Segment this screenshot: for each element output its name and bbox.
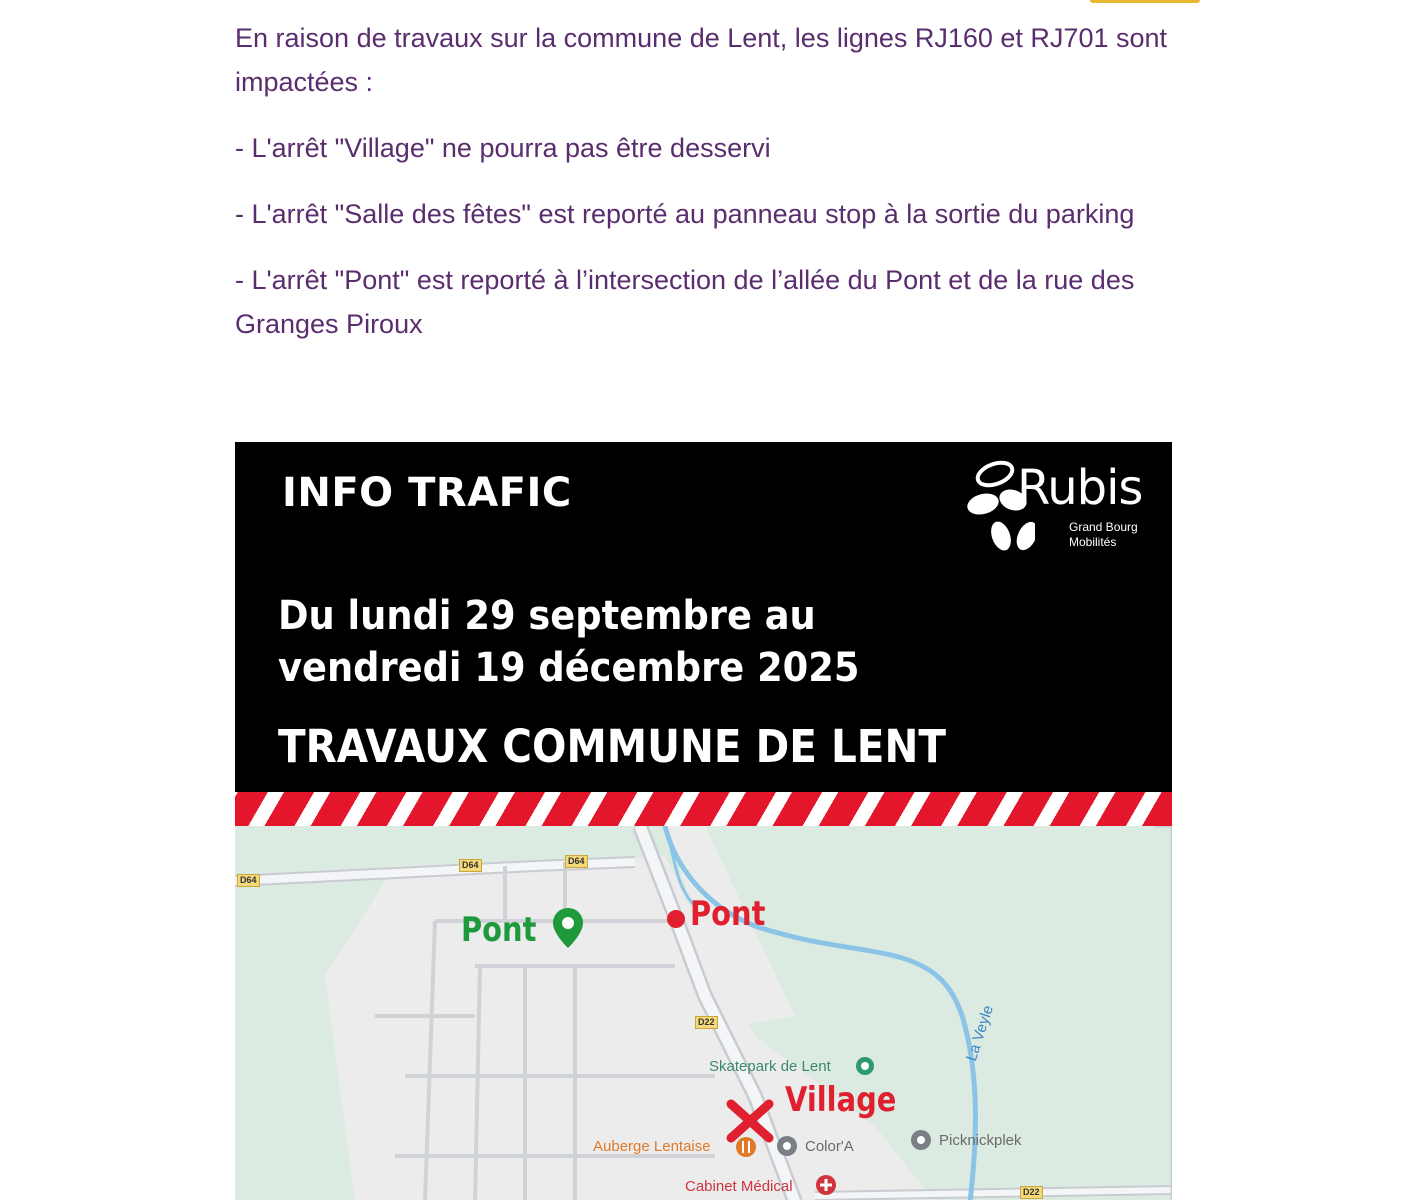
logo-wordmark: Rubis <box>1017 460 1143 516</box>
intro-paragraph: En raison de travaux sur la commune de Lent, les lignes RJ160 et RJ701 sont impactées : <box>235 23 1168 97</box>
date-line-2: vendredi 19 décembre 2025 <box>278 645 860 691</box>
warning-stripes <box>235 792 1172 826</box>
date-line-1: Du lundi 29 septembre au <box>278 593 816 639</box>
poi-picknick-label: Picknickplek <box>939 1132 1022 1149</box>
road-tag-d22: D22 <box>695 1016 718 1029</box>
poi-cabinet-label: Cabinet Médical <box>685 1178 793 1195</box>
road-tag-d64-mid: D64 <box>459 859 482 872</box>
poi-auberge-label: Auberge Lentaise <box>593 1138 711 1155</box>
medical-cross-icon <box>815 1174 837 1196</box>
map-area <box>235 826 1172 1200</box>
poi-skatepark-label: Skatepark de Lent <box>709 1058 831 1075</box>
info-trafic-poster <box>235 442 1172 1200</box>
poi-circle-icon <box>775 1134 799 1158</box>
top-decoration <box>1090 0 1200 3</box>
river-label: La Veyle <box>963 1003 997 1064</box>
poi-skatepark-icon <box>855 1056 875 1076</box>
poster-title: INFO TRAFIC <box>282 470 572 516</box>
red-dot-icon <box>665 908 687 930</box>
logo-subtitle <box>1069 520 1138 550</box>
road-tag-d64-left: D64 <box>237 874 260 887</box>
poi-picknick-icon <box>909 1128 933 1152</box>
old-pont-stop-label: Pont <box>690 894 766 934</box>
poster-header <box>235 442 1172 792</box>
road-tag-d64-right: D64 <box>565 855 588 868</box>
village-paragraph: - L'arrêt "Village" ne pourra pas être desservi <box>235 133 771 163</box>
green-location-pin-icon <box>551 906 585 950</box>
rubis-logo <box>965 458 1155 558</box>
poi-color-label: Color'A <box>805 1138 854 1155</box>
article-text <box>235 16 1175 368</box>
village-stop-label: Village <box>785 1080 897 1120</box>
logo-sub-line1: Grand Bourg <box>1069 520 1138 534</box>
road-tag-d22-bottom: D22 <box>1020 1186 1043 1199</box>
new-pont-stop-label: Pont <box>461 910 537 950</box>
poster-dates <box>278 590 859 694</box>
logo-sub-line2: Mobilités <box>1069 535 1117 549</box>
salle-paragraph: - L'arrêt "Salle des fêtes" est reporté au panneau stop à la sortie du parking <box>235 199 1135 229</box>
restaurant-icon <box>735 1136 757 1158</box>
pont-paragraph: - L'arrêt "Pont" est reporté à l’intersection de l’allée du Pont et de la rue des Granges Piroux <box>235 265 1135 339</box>
poster-subtitle: TRAVAUX COMMUNE DE LENT <box>278 720 946 773</box>
